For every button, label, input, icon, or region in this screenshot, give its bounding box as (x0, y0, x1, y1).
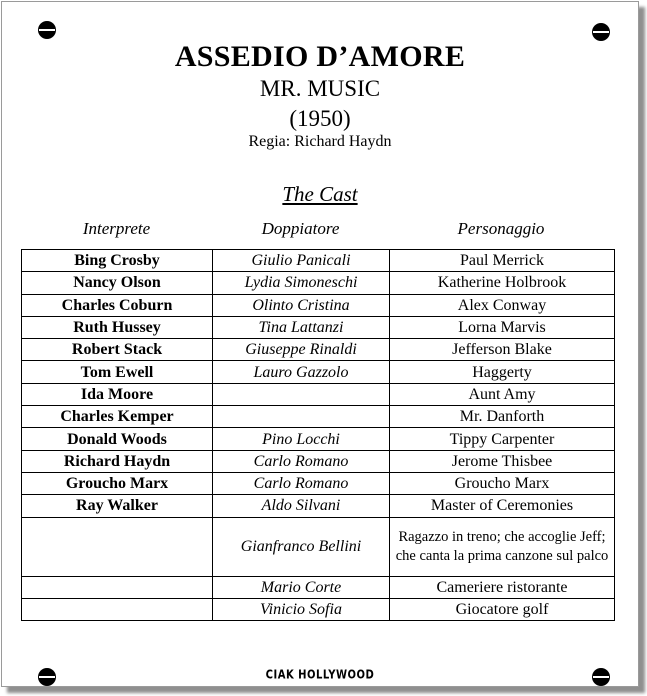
table-row (22, 517, 615, 576)
role-cell: Cameriere ristorante (390, 576, 615, 598)
actor-cell: Nancy Olson (22, 272, 213, 294)
dubber-cell: Vinicio Sofia (213, 598, 390, 620)
table-row (22, 406, 615, 428)
dubber-cell (213, 406, 390, 428)
dubber-cell: Carlo Romano (213, 472, 390, 494)
table-row (22, 450, 615, 472)
table-row (22, 576, 615, 598)
dubber-cell: Mario Corte (213, 576, 390, 598)
actor-cell: Charles Coburn (22, 294, 213, 316)
dubber-cell: Pino Locchi (213, 428, 390, 450)
actor-cell: Donald Woods (22, 428, 213, 450)
actor-cell: Ray Walker (22, 495, 213, 517)
actor-cell: Tom Ewell (22, 361, 213, 383)
table-row (22, 272, 615, 294)
actor-cell (22, 598, 213, 620)
role-cell: Lorna Marvis (390, 316, 615, 338)
role-cell: Mr. Danforth (390, 406, 615, 428)
column-header-actor: Interprete (82, 219, 151, 238)
table-row (22, 316, 615, 338)
screw-icon (38, 21, 56, 39)
dubber-cell: Tina Lattanzi (213, 316, 390, 338)
role-cell: Master of Ceremonies (390, 495, 615, 517)
table-row (22, 495, 615, 517)
role-cell: Giocatore golf (390, 598, 615, 620)
original-title: MR. MUSIC (259, 76, 381, 101)
actor-cell: Groucho Marx (22, 472, 213, 494)
dubber-cell: Olinto Cristina (213, 294, 390, 316)
dubber-cell: Lydia Simoneschi (213, 272, 390, 294)
actor-cell (22, 576, 213, 598)
role-cell: Jerome Thisbee (390, 450, 615, 472)
actor-cell: Ruth Hussey (22, 316, 213, 338)
director-line: Regia: Richard Haydn (248, 133, 392, 150)
actor-cell: Ida Moore (22, 383, 213, 405)
table-row (22, 598, 615, 620)
film-year: (1950) (289, 106, 351, 131)
actor-cell: Charles Kemper (22, 406, 213, 428)
role-cell: Ragazzo in treno; che accoglie Jeff; che canta la prima canzone sul palco (390, 517, 615, 576)
dubber-cell: Lauro Gazzolo (213, 361, 390, 383)
role-cell: Paul Merrick (390, 250, 615, 272)
actor-cell: Richard Haydn (22, 450, 213, 472)
ciak-hollywood-logo: CIAK HOLLYWOOD (265, 668, 375, 683)
table-row (22, 339, 615, 361)
dubber-cell: Giulio Panicali (213, 250, 390, 272)
screw-icon (592, 23, 610, 41)
role-cell: Tippy Carpenter (390, 428, 615, 450)
film-title: ASSEDIO D’AMORE (174, 40, 466, 73)
dubber-cell: Giuseppe Rinaldi (213, 339, 390, 361)
table-row (22, 383, 615, 405)
table-row (22, 250, 615, 272)
table-row (22, 361, 615, 383)
table-row (22, 294, 615, 316)
actor-cell: Bing Crosby (22, 250, 213, 272)
actor-cell (22, 517, 213, 576)
dubber-cell (213, 383, 390, 405)
role-cell: Aunt Amy (390, 383, 615, 405)
cast-heading: The Cast (282, 182, 358, 206)
dubber-cell: Gianfranco Bellini (213, 517, 390, 576)
dubber-cell: Aldo Silvani (213, 495, 390, 517)
column-header-dubber: Doppiatore (261, 219, 340, 238)
actor-cell: Robert Stack (22, 339, 213, 361)
cast-card (1, 1, 639, 687)
role-cell: Haggerty (390, 361, 615, 383)
role-cell: Jefferson Blake (390, 339, 615, 361)
column-header-role: Personaggio (457, 219, 545, 238)
cast-table (21, 249, 615, 621)
dubber-cell: Carlo Romano (213, 450, 390, 472)
table-row (22, 472, 615, 494)
role-cell: Alex Conway (390, 294, 615, 316)
role-cell: Katherine Holbrook (390, 272, 615, 294)
role-cell: Groucho Marx (390, 472, 615, 494)
table-row (22, 428, 615, 450)
